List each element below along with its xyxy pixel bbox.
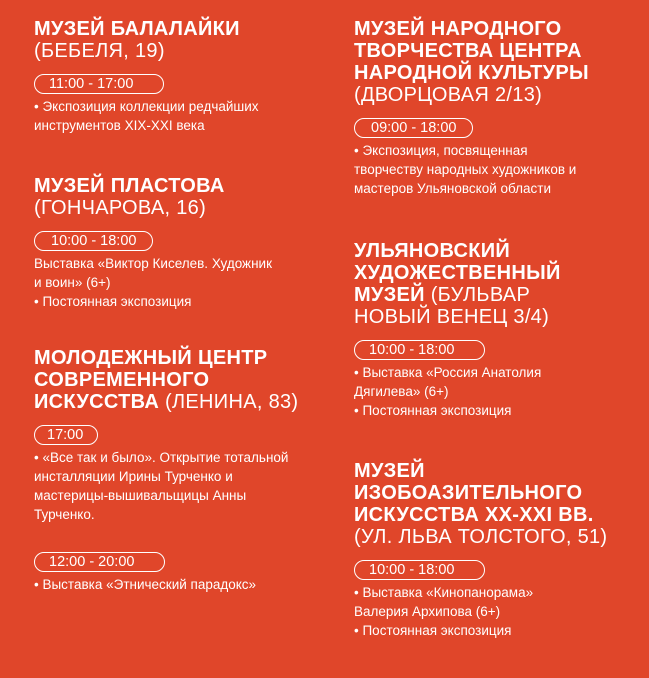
museum-youth-center bbox=[34, 347, 324, 594]
museum-address: (ГОНЧАРОВА, 16) bbox=[34, 197, 207, 219]
museum-name: УЛЬЯНОВСКИЙ ХУДОЖЕСТВЕННЫЙ МУЗЕЙ bbox=[354, 240, 561, 306]
event-description: Выставка «Виктор Киселев. Художник и воин» (6+) bbox=[34, 256, 272, 290]
event-description: • Выставка «Россия Анатолия Дягилева» (6+) bbox=[354, 365, 542, 399]
museum-heading bbox=[354, 240, 604, 328]
museum-heading bbox=[34, 18, 324, 62]
event-description: • Экспозиция коллекции редчайших инструментов XIX-XXI века bbox=[34, 99, 259, 133]
time-badge: 10:00 - 18:00 bbox=[354, 560, 485, 580]
museum-name: МУЗЕЙ ПЛАСТОВА bbox=[34, 175, 225, 197]
event-description: • Постоянная экспозиция bbox=[34, 294, 192, 309]
museum-fine-arts bbox=[354, 460, 639, 640]
museum-name: МОЛОДЕЖНЫЙ ЦЕНТР СОВРЕМЕННОГО ИСКУССТВА bbox=[34, 347, 268, 413]
time-badge: 10:00 - 18:00 bbox=[354, 340, 485, 360]
museum-heading bbox=[354, 18, 629, 106]
museum-heading bbox=[34, 175, 324, 219]
museum-name: МУЗЕЙ ИЗОБОАЗИТЕЛЬНОГО ИСКУССТВА XX-XXI ВВ. bbox=[354, 460, 594, 526]
museum-address: (БУЛЬВАР НОВЫЙ ВЕНЕЦ 3/4) bbox=[354, 284, 550, 328]
museum-heading bbox=[34, 347, 314, 413]
time-badge: 12:00 - 20:00 bbox=[34, 552, 165, 572]
museum-name: МУЗЕЙ БАЛАЛАЙКИ bbox=[34, 18, 240, 40]
museum-balalaika bbox=[34, 18, 324, 135]
museum-folk-art bbox=[354, 18, 639, 198]
museum-address: (БЕБЕЛЯ, 19) bbox=[34, 40, 165, 62]
museum-address: (ЛЕНИНА, 83) bbox=[165, 391, 299, 413]
event-description: • Постоянная экспозиция bbox=[354, 623, 512, 638]
museum-art-museum bbox=[354, 240, 639, 420]
right-column bbox=[354, 18, 639, 660]
event-description: • Экспозиция, посвященная творчеству народных художников и мастеров Ульяновской области bbox=[354, 143, 577, 196]
museum-plastov bbox=[34, 175, 324, 311]
left-column bbox=[34, 18, 324, 614]
event-description: • Выставка «Кинопанорама» Валерия Архипова (6+) bbox=[354, 585, 534, 619]
event-description: • «Все так и было». Открытие тотальной инсталляции Ирины Турченко и мастерицы-вышивальщицы Анны Турченко. bbox=[34, 450, 289, 522]
event-description: • Выставка «Этнический парадокс» bbox=[34, 577, 257, 592]
time-badge: 11:00 - 17:00 bbox=[34, 74, 164, 94]
time-badge: 17:00 bbox=[34, 425, 98, 445]
museum-address: (УЛ. ЛЬВА ТОЛСТОГО, 51) bbox=[354, 526, 608, 548]
event-description: • Постоянная экспозиция bbox=[354, 403, 512, 418]
museum-heading bbox=[354, 460, 614, 548]
time-badge: 10:00 - 18:00 bbox=[34, 231, 153, 251]
time-badge: 09:00 - 18:00 bbox=[354, 118, 473, 138]
museum-address: (ДВОРЦОВАЯ 2/13) bbox=[354, 84, 543, 106]
museum-name: МУЗЕЙ НАРОДНОГО ТВОРЧЕСТВА ЦЕНТРА НАРОДНОЙ КУЛЬТУРЫ bbox=[354, 18, 589, 84]
